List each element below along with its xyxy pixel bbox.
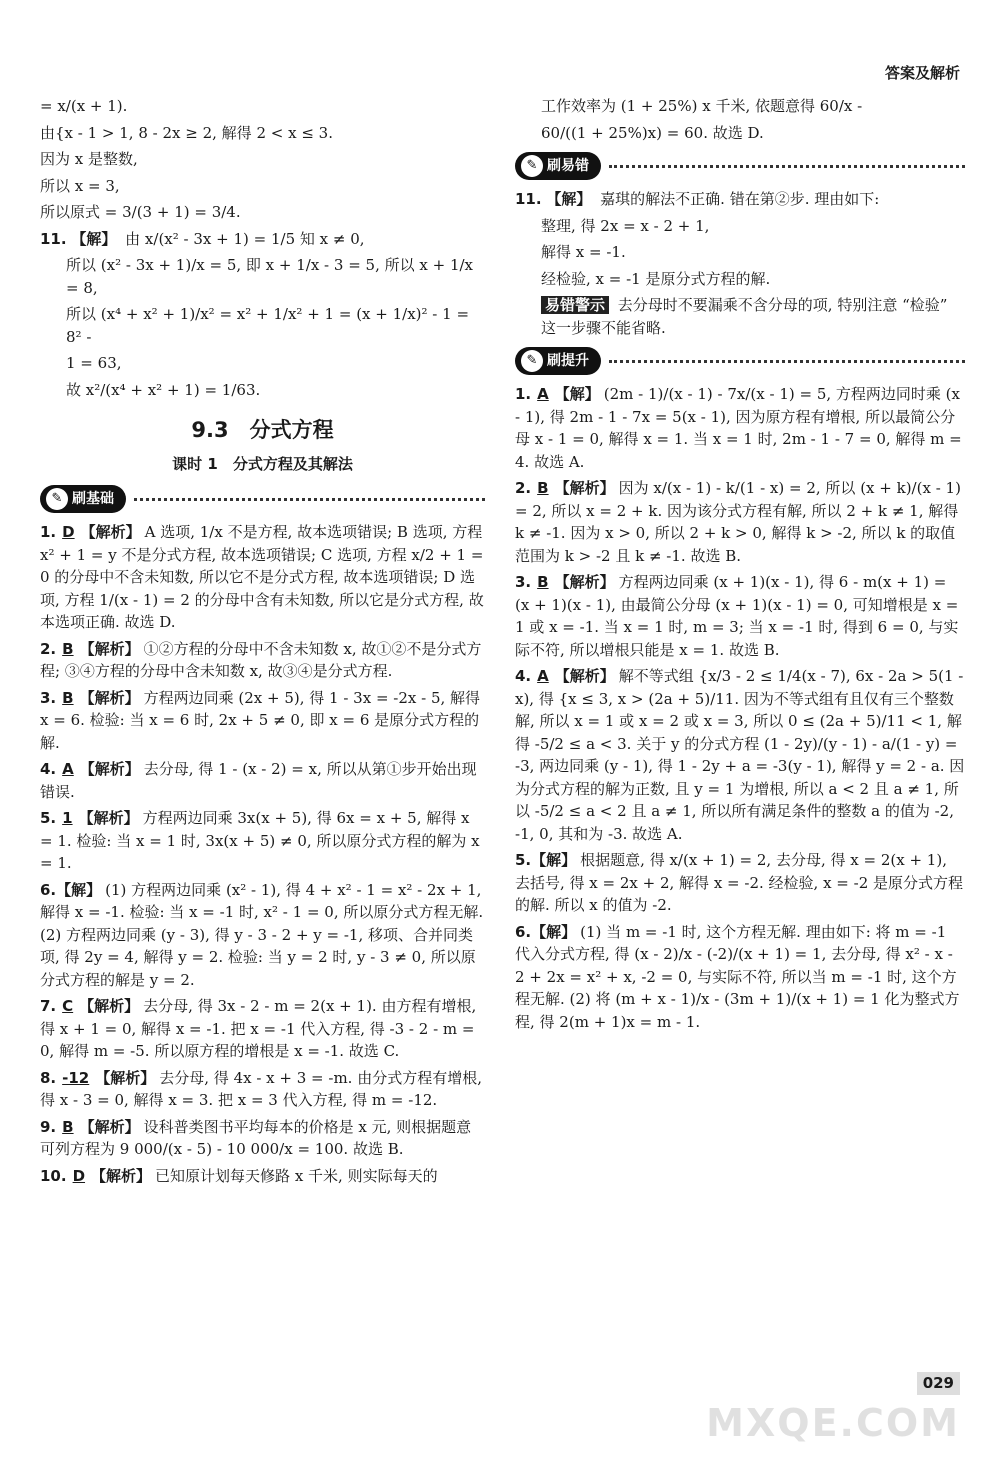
answer-item	[40, 687, 485, 755]
question-number: 4.	[515, 667, 532, 685]
solution-tag: 【解】	[56, 880, 102, 899]
page-header: 答案及解析	[884, 64, 960, 82]
text-line: 解得 x = -1.	[541, 243, 626, 261]
badge-row	[515, 347, 965, 375]
answer-choice: B	[537, 573, 549, 591]
text-line: 整理, 得 2x = x - 2 + 1,	[541, 216, 710, 235]
solution-tag: 【解析】	[554, 573, 615, 591]
lesson-title: 课时 1 分式方程及其解法	[172, 454, 353, 473]
question-number: 2.	[40, 639, 57, 658]
answer-list	[40, 521, 485, 1187]
solution-text: (1) 方程两边同乘 (x² - 1), 得 4 + x² - 1 = x² - 2x + 1, 解得 x = -1. 检验: 当 x = -1 时, x² - 1 = 0, 所以原分式方程无解. (2) 方程两边同乘 (y - 3), 得 y - 3 - 2 + y = -1, 移项、合并同类项, 得 2y = 4, 解得 y = 2. 检验: 当 y = 2 时, y - 3 ≠ 0, 所以原分式方程的解是 y = 2.	[40, 880, 484, 989]
solution-tag: 【解析】	[91, 1166, 152, 1185]
answer-choice: A	[537, 667, 549, 685]
question-number: 8.	[40, 1068, 57, 1087]
solution-text: (1) 当 m = -1 时, 这个方程无解. 理由如下: 将 m = -1 代入分式方程, 得 (x - 2)/x - (-2)/(x + 1) = 1, 去分母, 得 x² - x - 2 + 2x = x² + x, -2 = 0, 与实际不符, 所以当 m = -1 时, 这个方程无解. (2) 将 (m + x - 1)/x - (3m + 1)/(x + 1) = 1 化为整式方程, 得 2(m + 1)x = m - 1.	[515, 922, 960, 1031]
question-number: 7.	[40, 997, 57, 1015]
solution-text: 解不等式组 {x/3 - 2 ≤ 1/4(x - 7), 6x - 2a > 5(1 - x), 得 {x ≤ 3, x > (2a + 5)/11. 因为不等式组有且仅有三个整数解, 所以 x = 1 或 x = 2 或 x = 3, 所以 0 ≤ (2a + 5)/11 < 1, 解得 -5/2 ≤ a < 3. 关于 y 的分式方程 (1 - 2y)/(y - 1) - a/(1 - y) = -3, 两边同乘 (y - 1), 得 1 - 2y + a = -3(y - 1), 解得 y = 2 - a. 因为分式方程的解为正数, 且 y = 1 为增根, 所以 a < 2 且 a ≠ 1, 所以 -5/2 ≤ a < 2 且 a ≠ 1, 所以所有满足条件的整数 a 的值为 -2, -1, 0, 其和为 -3. 故选 A.	[515, 667, 965, 843]
solution-text: 根据题意, 得 x/(x + 1) = 2, 去分母, 得 x = 2(x + 1), 去括号, 得 x = 2x + 2, 解得 x = -2. 经检验, x = -2 是原分式方程的解. 所以 x 的值为 -2.	[515, 851, 964, 914]
question-number: 10.	[40, 1166, 67, 1185]
badge-label: 刷易错	[547, 157, 589, 174]
brush-icon: ✎	[521, 350, 543, 372]
solution-text: 设科普类图书平均每本的价格是 x 元, 则根据题意可列方程为 9 000/(x - 5) - 10 000/x = 100. 故选 B.	[40, 1117, 472, 1158]
question-number: 1.	[40, 523, 57, 541]
solution-tag: 【解】	[554, 385, 600, 403]
answer-item	[515, 921, 965, 1034]
text-line: 故 x²/(x⁴ + x² + 1) = 1/63.	[66, 380, 261, 399]
answer-item	[40, 995, 485, 1063]
question-number: 5.	[40, 809, 57, 827]
solution-tag: 【解析】	[79, 688, 140, 707]
text-line: = x/(x + 1).	[40, 97, 128, 115]
right-column	[515, 95, 965, 1037]
warning-text: 去分母时不要漏乘不含分母的项, 特别注意 “检验” 这一步骤不能省略.	[541, 296, 948, 337]
text-line: 由{x - 1 > 1, 8 - 2x ≥ 2, 解得 2 < x ≤ 3.	[40, 123, 333, 142]
answer-item	[40, 879, 485, 992]
dotted-divider	[609, 165, 965, 168]
answer-item	[515, 477, 965, 567]
warning-note	[515, 294, 965, 339]
solution-text: 因为 x/(x - 1) - k/(1 - x) = 2, 所以 (x + k)/(x - 1) = 2, 所以 x = 2 + k. 因为该分式方程有解, 所以 2 + k ≠ 1, 解得 k ≠ -1. 因为 x > 0, 所以 2 + k > 0, 解得 k > -2, 所以 k 的取值范围为 k > -2 且 k ≠ -1. 故选 B.	[515, 479, 961, 565]
text-line: 所以 (x⁴ + x² + 1)/x² = x² + 1/x² + 1 = (x + 1/x)² - 1 = 8² -	[66, 305, 470, 346]
solution-tag: 【解】	[546, 190, 592, 208]
answer-item	[40, 807, 485, 875]
question-11	[515, 188, 965, 211]
solution-tag: 【解析】	[554, 479, 615, 497]
question-number: 11.	[40, 229, 67, 248]
question-11	[40, 228, 485, 251]
left-column	[40, 95, 485, 1191]
solution-text: 去分母, 得 4x - x + 3 = -m. 由分式方程有增根, 得 x - 3 = 0, 解得 x = 3. 把 x = 3 代入方程, 得 m = -12.	[40, 1068, 482, 1109]
question-number: 11.	[515, 190, 542, 208]
answer-choice: 1	[62, 809, 73, 827]
question-number: 5.	[515, 851, 532, 869]
question-number: 3.	[515, 573, 532, 591]
watermark: MXQE.COM	[706, 1401, 960, 1445]
answer-item	[40, 1116, 485, 1161]
answer-choice: -12	[62, 1068, 90, 1087]
text-line: 嘉琪的解法不正确. 错在第②步. 理由如下:	[600, 190, 880, 208]
answer-choice: D	[62, 523, 75, 541]
solution-tag: 【解】	[531, 851, 577, 869]
text-line: 由 x/(x² - 3x + 1) = 1/5 知 x ≠ 0,	[125, 229, 365, 248]
question-number: 3.	[40, 688, 57, 707]
brush-icon: ✎	[521, 155, 543, 177]
question-number: 2.	[515, 479, 532, 497]
answer-choice: B	[62, 639, 74, 658]
text-line: 工作效率为 (1 + 25%) x 千米, 依题意得 60/x -	[541, 97, 863, 115]
badge-row	[40, 485, 485, 513]
answer-choice: A	[537, 385, 549, 403]
question-number: 6.	[40, 880, 57, 899]
solution-tag: 【解析】	[79, 760, 140, 778]
page-number: 029	[917, 1372, 960, 1395]
solution-text: 已知原计划每天修路 x 千米, 则实际每天的	[155, 1166, 438, 1185]
text-line: 经检验, x = -1 是原分式方程的解.	[541, 269, 771, 288]
answer-item	[40, 1067, 485, 1112]
text-line: 因为 x 是整数,	[40, 150, 138, 168]
dotted-divider	[134, 498, 485, 501]
answer-choice: C	[62, 997, 74, 1015]
solution-text: ①②方程的分母中不含未知数 x, 故①②不是分式方程; ③④方程的分母中含未知数 x, 故③④是分式方程.	[40, 639, 482, 680]
solution-tag: 【解】	[531, 922, 577, 941]
question-number: 4.	[40, 760, 57, 778]
answer-item	[515, 665, 965, 845]
warning-label: 易错警示	[541, 296, 609, 314]
answer-choice: D	[72, 1166, 86, 1185]
question-number: 1.	[515, 385, 532, 403]
solution-tag: 【解析】	[79, 997, 140, 1015]
question-number: 9.	[40, 1117, 57, 1136]
solution-tag: 【解析】	[79, 1117, 140, 1136]
solution-text: (2m - 1)/(x - 1) - 7x/(x - 1) = 5, 方程两边同时乘 (x - 1), 得 2m - 1 - 7x = 5(x - 1), 因为原方程有增根, 所以最简公分母 x - 1 = 0, 解得 x = 1. 当 x = 1 时, 2m - 1 - 7 = 0, 解得 m = 4. 故选 A.	[515, 385, 962, 471]
solution-tag: 【解】	[71, 229, 117, 248]
solution-text: 去分母, 得 3x - 2 - m = 2(x + 1). 由方程有增根, 得 x + 1 = 0, 解得 x = -1. 把 x = -1 代入方程, 得 -3 - 2 - m = 0, 解得 m = -5. 所以原方程的增根是 x = -1. 故选 C.	[40, 997, 477, 1060]
answer-choice: B	[537, 479, 549, 497]
answer-item	[40, 521, 485, 634]
answer-choice: A	[62, 760, 74, 778]
solution-text: A 选项, 1/x 不是方程, 故本选项错误; B 选项, 方程 x² + 1 = y 不是分式方程, 故本选项错误; C 选项, 方程 x/2 + 1 = 0 的分母中不含未知数, 所以它不是分式方程, 故本选项错误; D 选项, 方程 1/(x - 1) = 2 的分母中含有未知数, 所以它是分式方程, 故本选项正确. 故选 D.	[40, 523, 484, 631]
text-line: 1 = 63,	[66, 354, 122, 372]
text-line: 所以 (x² - 3x + 1)/x = 5, 即 x + 1/x - 3 = 5, 所以 x + 1/x = 8,	[66, 256, 474, 297]
section-badge	[515, 152, 601, 180]
section-badge	[515, 347, 601, 375]
answer-item	[40, 638, 485, 683]
answer-item	[515, 849, 965, 917]
solution-text: 去分母, 得 1 - (x - 2) = x, 所以从第①步开始出现错误.	[40, 760, 477, 801]
question-number: 6.	[515, 922, 532, 941]
section-badge	[40, 485, 126, 513]
badge-row	[515, 152, 965, 180]
solution-tag: 【解析】	[78, 809, 139, 827]
text-line: 60/((1 + 25%)x) = 60. 故选 D.	[541, 123, 764, 142]
solution-text: 方程两边同乘 3x(x + 5), 得 6x = x + 5, 解得 x = 1. 检验: 当 x = 1 时, 3x(x + 5) ≠ 0, 所以原分式方程的解为 x = 1.	[40, 809, 480, 872]
brush-icon: ✎	[46, 488, 68, 510]
answer-choice: B	[62, 1117, 74, 1136]
answer-item	[515, 571, 965, 661]
solution-text: 方程两边同乘 (2x + 5), 得 1 - 3x = -2x - 5, 解得 x = 6. 检验: 当 x = 6 时, 2x + 5 ≠ 0, 即 x = 6 是原分式方程的解.	[40, 688, 481, 752]
answer-item	[515, 383, 965, 473]
solution-tag: 【解析】	[80, 523, 141, 541]
badge-label: 刷提升	[547, 352, 589, 369]
solution-tag: 【解析】	[79, 639, 140, 658]
badge-label: 刷基础	[72, 490, 114, 507]
answer-item	[40, 758, 485, 803]
solution-text: 方程两边同乘 (x + 1)(x - 1), 得 6 - m(x + 1) = (x + 1)(x - 1), 由最简公分母 (x + 1)(x - 1) = 0, 可知增根是 x = 1 或 x = -1. 当 x = 1 时, m = 3; 当 x = -1 时, 得到 6 = 0, 与实际不符, 所以增根只能是 x = 1. 故选 B.	[515, 573, 959, 659]
solution-tag: 【解析】	[554, 667, 615, 685]
text-line: 所以原式 = 3/(3 + 1) = 3/4.	[40, 203, 241, 221]
solution-tag: 【解析】	[95, 1068, 156, 1087]
answer-choice: B	[62, 688, 74, 707]
text-line: 所以 x = 3,	[40, 176, 120, 195]
dotted-divider	[609, 360, 965, 363]
answer-list	[515, 383, 965, 1033]
section-title: 9.3 分式方程	[191, 418, 334, 442]
answer-item	[40, 1165, 485, 1188]
